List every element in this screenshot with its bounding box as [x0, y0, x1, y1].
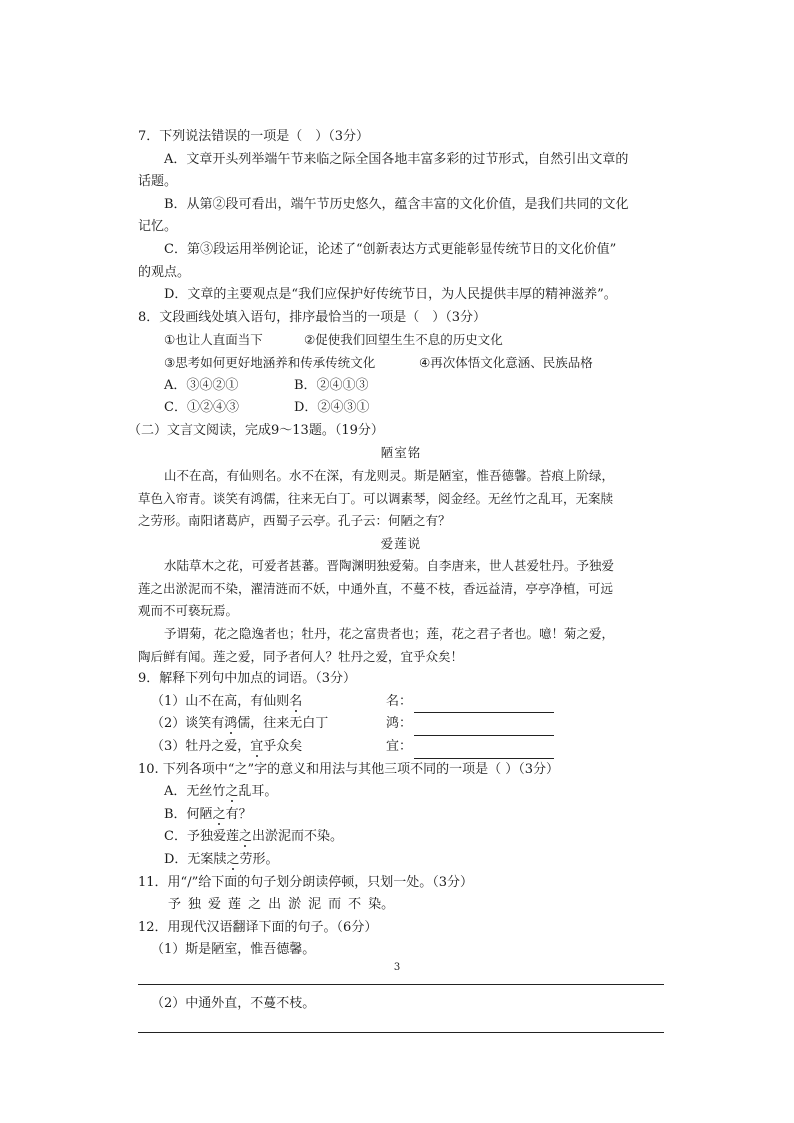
q10-option-a — [138, 781, 664, 804]
text1-line1: 山不在高，有仙则名。水不在深，有龙则灵。斯是陋室，惟吾德馨。苔痕上阶绿， — [164, 467, 615, 483]
q8-sentence-1: ①也让人直面当下 — [164, 332, 263, 348]
q10-option-b-pre: B．何陋 — [164, 806, 213, 822]
q9-key-2: 鸿： — [386, 716, 413, 732]
q9-sentence-2 — [151, 713, 386, 736]
q8-sentence-2: ②促使我们回望生生不息的历史文化 — [304, 332, 503, 348]
q8-option-a: A．③④②① — [164, 377, 239, 393]
q9-answer-blank-1[interactable] — [414, 696, 554, 713]
q11-char: 不 — [348, 897, 362, 913]
page-number: 3 — [393, 962, 401, 973]
q9-sentence-3 — [151, 736, 386, 759]
q9-sentence-2-pre: （2）谈笑有 — [151, 716, 225, 732]
q7-option-a-line1: A．文章开头列举端午节来临之际全国各地丰富多彩的过节形式，自然引出文章的 — [164, 151, 629, 167]
text2-title: 爱莲说 — [380, 535, 422, 551]
q10-option-a-pre: A．无丝竹 — [164, 784, 226, 800]
q9-sentence-2-post: 儒，往来无白丁 — [237, 716, 329, 732]
q10-option-a-post: 乱耳。 — [238, 784, 278, 800]
q10-option-d-post: 劳形。 — [239, 852, 279, 867]
q10-dotted-zhi-c: 之 — [238, 829, 252, 845]
text2-line5: 陶后鲜有闻。莲之爱，同予者何人？牡丹之爱，宜乎众矣！ — [138, 648, 464, 664]
q9-sentence-3-pre: （3）牡丹之爱， — [151, 739, 251, 755]
q11-char: 而 — [328, 897, 342, 913]
q9-key-3: 宜： — [386, 739, 413, 755]
text2-line4: 予谓菊，花之隐逸者也；牡丹，花之富贵者也；莲，花之君子者也。噫！菊之爱， — [164, 626, 615, 642]
q8-sentence-3: ③思考如何更好地涵养和传承传统文化 — [164, 354, 376, 370]
q9-sentence-1-text: （1）山不在高，有仙则 — [151, 693, 290, 709]
q8-option-d: D．②④③① — [294, 400, 370, 416]
q9-row-1 — [138, 691, 664, 714]
q9-row-2 — [138, 713, 664, 736]
q9-key-1: 名： — [386, 693, 413, 709]
q7-option-a-line2: 话题。 — [138, 174, 178, 190]
q11-char: 莲 — [228, 897, 242, 913]
q8-stem: 8．文段画线处填入语句，排序最恰当的一项是（ ）（3分） — [138, 309, 487, 325]
q8-options-row1 — [138, 375, 664, 398]
q11-char: 出 — [268, 897, 282, 913]
section-heading: （二）文言文阅读，完成9～13题。（19分） — [128, 422, 384, 438]
q10-option-d-pre: D．无案牍 — [164, 852, 227, 867]
q8-options-row2 — [138, 397, 664, 420]
q10-option-c-post: 出淤泥而不染。 — [251, 829, 343, 845]
q11-char: 染。 — [368, 897, 395, 913]
q10-stem: 10. 下列各项中“之”字的意义和用法与其他三项不同的一项是（ ）（3分） — [138, 761, 560, 777]
q7-stem: 7．下列说法错误的一项是（ ）（3分） — [138, 129, 370, 144]
q10-option-c — [138, 826, 664, 849]
q8-sentences-row2 — [138, 352, 664, 375]
q10-option-b — [138, 804, 664, 827]
q12-answer-line-1[interactable] — [138, 984, 664, 985]
q8-option-b: B．②④①③ — [294, 377, 369, 393]
q9-answer-blank-2[interactable] — [414, 719, 554, 736]
text1-title: 陋室铭 — [380, 445, 422, 461]
text2-line3: 观而不可亵玩焉。 — [138, 603, 239, 619]
text1-line2: 草色入帘青。谈笑有鸿儒，往来无白丁。可以调素琴，阅金经。无丝竹之乱耳，无案牍 — [138, 490, 614, 506]
q8-sentence-4: ④再次体悟文化意涵、民族品格 — [419, 354, 593, 370]
page-content — [128, 126, 664, 1041]
q7-option-b-line2: 记忆。 — [138, 219, 178, 235]
q10-dotted-zhi-d: 之 — [226, 852, 240, 867]
q11-char: 之 — [248, 897, 262, 913]
q11-char: 泥 — [308, 897, 322, 913]
q10-option-c-pre: C．予独爱莲 — [164, 829, 239, 845]
text1-line3: 之劳形。南阳诸葛庐，西蜀子云亭。孔子云：何陋之有？ — [138, 513, 451, 529]
q11-char: 予 — [168, 897, 182, 913]
q8-option-c: C．①②④③ — [164, 400, 239, 416]
q12-sentence-2: （2）中通外直，不蔓不枝。 — [151, 995, 316, 1011]
q9-dotted-word-3: 宜 — [250, 739, 264, 755]
text2-line1: 水陆草木之花，可爱者甚蕃。晋陶渊明独爱菊。自李唐来，世人甚爱牡丹。予独爱 — [164, 558, 615, 574]
q10-dotted-zhi-b: 之 — [212, 806, 226, 822]
q7-option-c-line2: 的观点。 — [138, 264, 191, 280]
q11-sentence — [138, 894, 664, 917]
q10-option-d — [138, 849, 664, 872]
q10-dotted-zhi-a: 之 — [225, 784, 239, 800]
q8-sentences-row1 — [138, 329, 664, 352]
q9-row-3 — [138, 736, 664, 759]
q12-stem: 12．用现代汉语翻译下面的句子。（6分） — [138, 919, 378, 935]
q9-sentence-3-post: 乎众矣 — [263, 739, 303, 755]
q9-stem: 9．解释下列句中加点的词语。（3分） — [138, 671, 357, 687]
text2-line2: 莲之出淤泥而不染，濯清涟而不妖，中通外直，不蔓不枝，香远益清，亭亭净植，可远 — [138, 580, 614, 596]
q10-option-b-post: 有？ — [225, 806, 252, 822]
q12-answer-line-2[interactable] — [138, 1032, 664, 1033]
q11-char: 淤 — [288, 897, 302, 913]
q9-dotted-word-2: 鸿 — [224, 716, 238, 732]
q7-option-d: D．文章的主要观点是“我们应保护好传统节日，为人民提供丰厚的精神滋养”。 — [164, 287, 617, 303]
q7-option-c-line1: C．第③段运用举例论证，论述了“创新表达方式更能彰显传统节日的文化价值” — [164, 241, 617, 257]
q9-dotted-word-1: 名 — [289, 693, 303, 709]
q7-option-b-line1: B．从第②段可看出，端午节历史悠久，蕴含丰富的文化价值，是我们共同的文化 — [164, 196, 629, 212]
q12-sentence-1: （1）斯是陋室，惟吾德馨。 — [151, 942, 316, 958]
q9-answer-blank-3[interactable] — [414, 742, 554, 759]
q11-char: 爱 — [208, 897, 222, 913]
q11-char: 独 — [188, 897, 202, 913]
q9-sentence-1 — [151, 691, 386, 714]
q11-stem: 11．用“/”给下面的句子划分朗读停顿，只划一处。（3分） — [138, 874, 473, 890]
